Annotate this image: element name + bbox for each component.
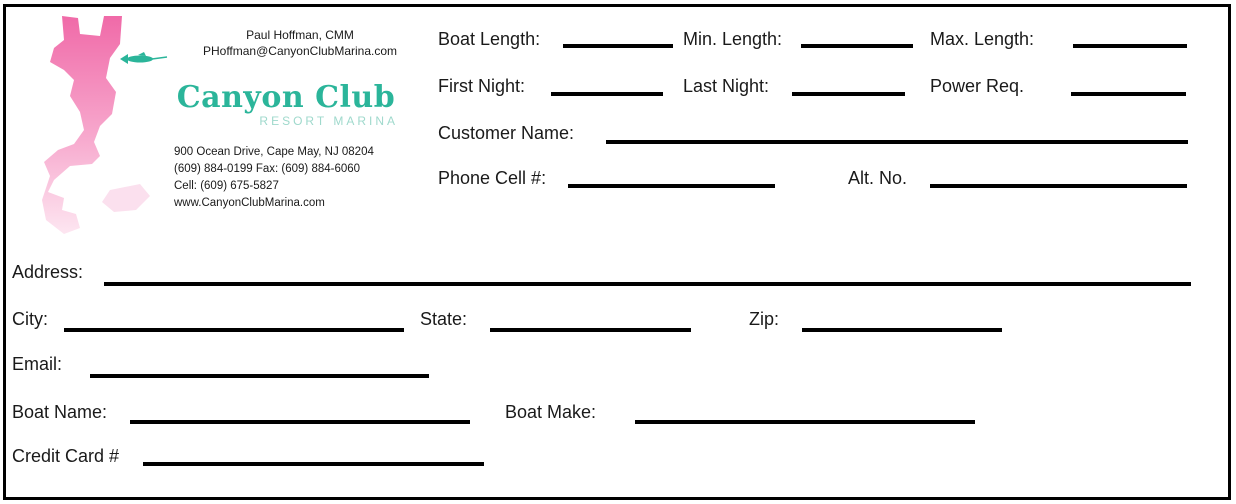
brand-subtitle: RESORT MARINA [259,114,398,128]
boat-name-field[interactable] [130,420,470,424]
min-length-label: Min. Length: [683,29,783,49]
state-label: State: [420,309,468,329]
customer-name-label: Customer Name: [438,123,575,143]
contact-email: PHoffman@CanyonClubMarina.com [202,44,398,58]
phone-fax-line: (609) 884-0199 Fax: (609) 884-6060 [174,163,361,175]
zip-label: Zip: [749,309,780,329]
cell-line: Cell: (609) 675-5827 [174,180,279,192]
boat-name-label: Boat Name: [12,402,108,422]
state-field[interactable] [490,328,691,332]
alt-no-field[interactable] [930,184,1187,188]
marlin-icon [118,52,168,66]
address-line: 900 Ocean Drive, Cape May, NJ 08204 [174,146,374,158]
city-field[interactable] [64,328,404,332]
email-field[interactable] [90,374,429,378]
credit-card-field[interactable] [143,462,484,466]
first-night-label: First Night: [438,76,526,96]
email-label: Email: [12,354,63,374]
boat-make-label: Boat Make: [505,402,597,422]
last-night-label: Last Night: [683,76,770,96]
address-label: Address: [12,262,84,282]
website-line: www.CanyonClubMarina.com [174,197,325,209]
contact-block [200,27,400,59]
power-req-label: Power Req. [930,76,1025,96]
customer-name-field[interactable] [606,140,1188,144]
credit-card-label: Credit Card # [12,446,120,466]
max-length-label: Max. Length: [930,29,1035,49]
brand-name: Canyon Club [176,80,396,115]
marina-address-block [174,144,374,212]
min-length-field[interactable] [801,44,913,48]
phone-cell-label: Phone Cell #: [438,168,547,188]
marina-map-logo [40,14,170,234]
zip-field[interactable] [802,328,1002,332]
boat-length-label: Boat Length: [438,29,541,49]
form-border [3,4,1231,500]
phone-cell-field[interactable] [568,184,775,188]
boat-make-field[interactable] [635,420,975,424]
last-night-field[interactable] [792,92,905,96]
contact-name: Paul Hoffman, CMM [246,28,354,42]
alt-no-label: Alt. No. [848,168,908,188]
address-field[interactable] [104,282,1191,286]
city-label: City: [12,309,48,329]
first-night-field[interactable] [551,92,663,96]
max-length-field[interactable] [1073,44,1187,48]
boat-length-field[interactable] [563,44,673,48]
power-req-field[interactable] [1071,92,1186,96]
